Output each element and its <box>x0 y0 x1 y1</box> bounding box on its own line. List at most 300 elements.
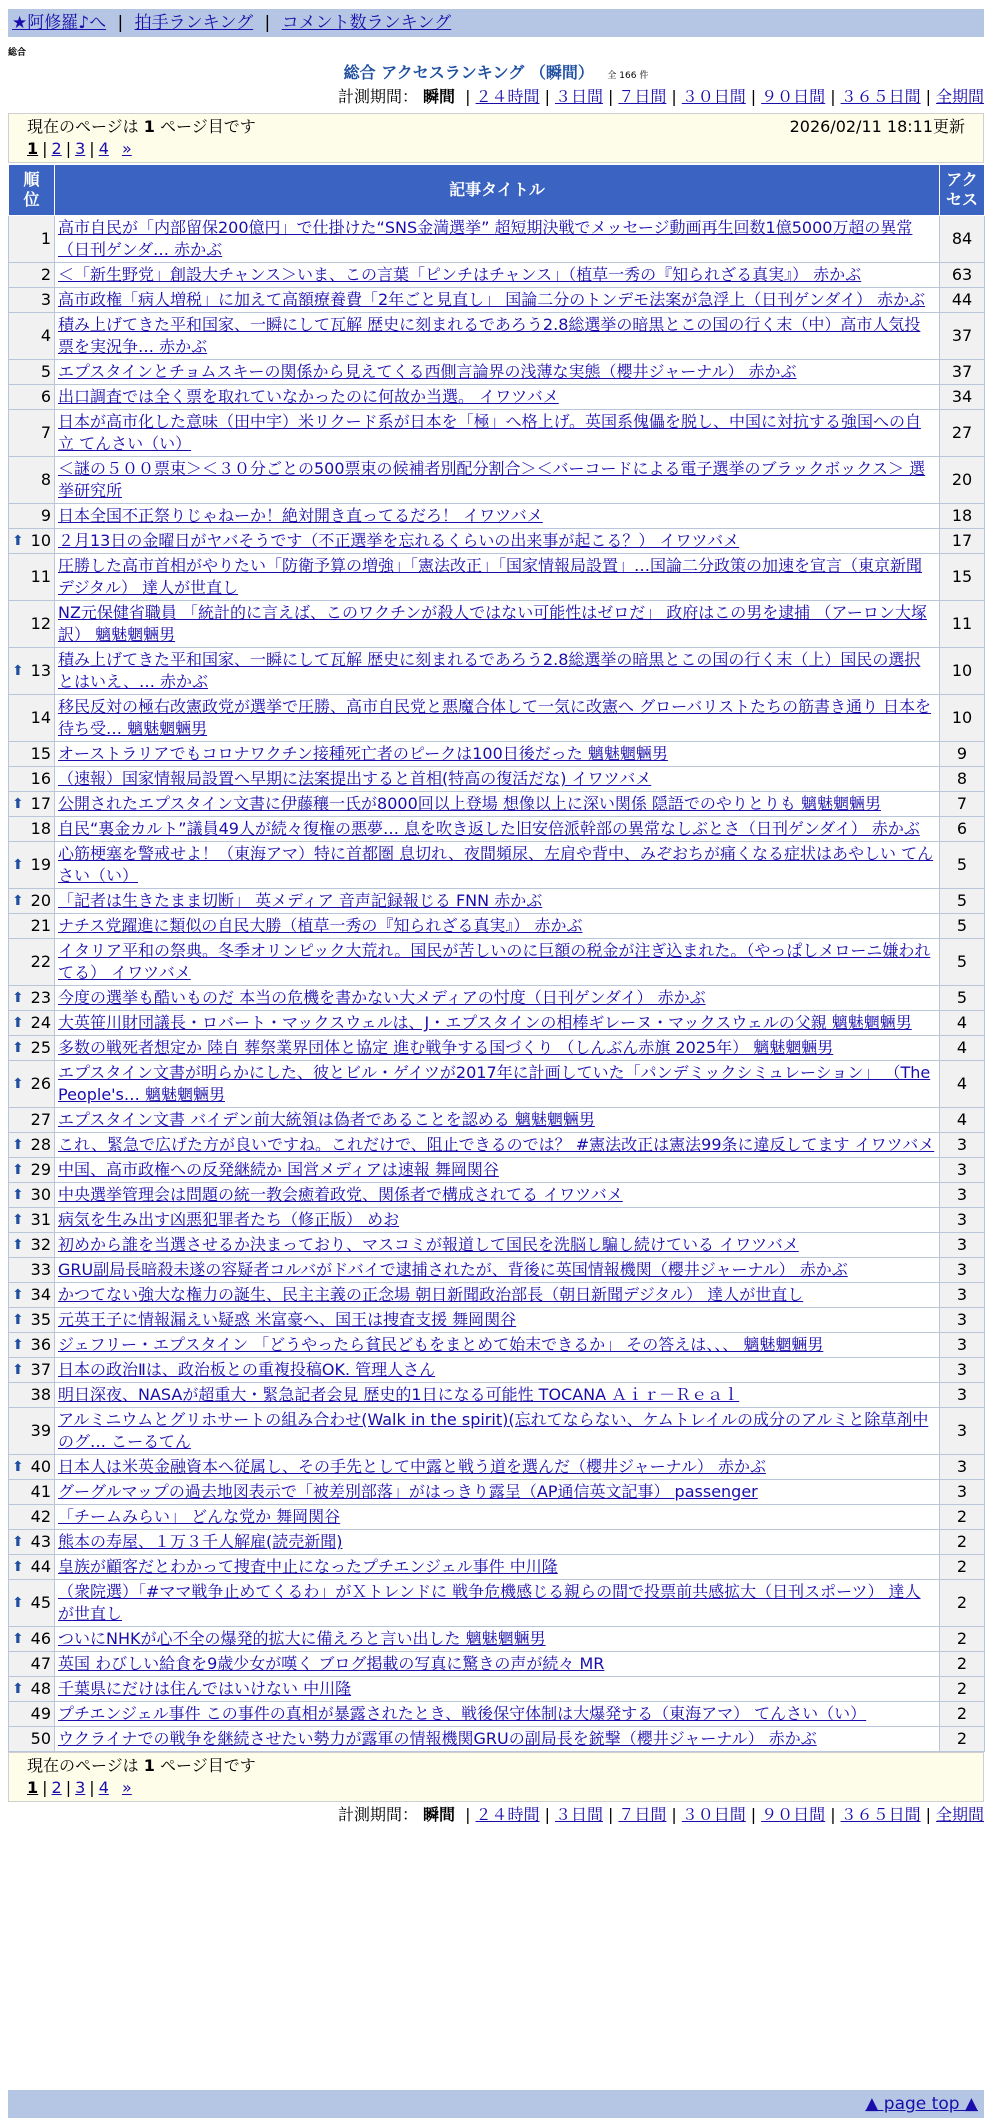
title-cell <box>55 1158 940 1183</box>
period-link-4[interactable]: ９０日間 <box>761 87 826 106</box>
title-cell <box>55 1358 940 1383</box>
period-link-6[interactable]: 全期間 <box>935 87 984 106</box>
article-link[interactable]: イタリア平和の祭典。冬季オリンピック大荒れ。国民が苦しいのに巨額の税金が注ぎ込まれた。（やっぱしメローニ嫌われてる） イワツバメ <box>58 941 931 982</box>
up-arrow-icon: ⬆ <box>12 1362 24 1378</box>
rank-number: 14 <box>30 708 51 727</box>
ranking-table <box>8 164 985 1752</box>
rank-number: 49 <box>30 1704 51 1723</box>
rank-cell <box>9 817 55 842</box>
table-row <box>9 1011 985 1036</box>
title-cell <box>55 1702 940 1727</box>
table-row <box>9 1158 985 1183</box>
period-separator: | <box>830 1805 836 1824</box>
access-count: 3 <box>940 1133 985 1158</box>
rank-number: 12 <box>30 614 51 633</box>
up-arrow-icon: ⬆ <box>12 796 24 812</box>
table-row <box>9 1133 985 1158</box>
period-link-6[interactable]: 全期間 <box>935 1805 984 1824</box>
rank-number: 18 <box>30 819 51 838</box>
title-cell <box>55 1530 940 1555</box>
rank-cell <box>9 1727 55 1752</box>
table-row <box>9 529 985 554</box>
page-separator: | <box>65 1778 72 1797</box>
article-link[interactable]: 明日深夜、NASAが超重大・緊急記者会見 歴史的1日になる可能性 TOCANA Ａｉｒ－Ｒｅａｌ <box>58 1385 740 1404</box>
nav-separator: | <box>264 13 271 33</box>
access-count: 6 <box>940 817 985 842</box>
page-links <box>27 1777 965 1799</box>
next-page-link[interactable]: » <box>121 1778 132 1797</box>
article-link[interactable]: ナチス党躍進に類似の自民大勝（植草一秀の『知られざる真実』） 赤かぶ <box>58 916 583 935</box>
table-row <box>9 1283 985 1308</box>
rank-number: 11 <box>30 567 51 586</box>
table-row <box>9 1480 985 1505</box>
period-link-0[interactable]: ２４時間 <box>475 87 540 106</box>
access-count: 15 <box>940 554 985 601</box>
title-cell <box>55 1283 940 1308</box>
article-link[interactable]: 心筋梗塞を警戒せよ！（東海アマ）特に首都圏 息切れ、夜間頻尿、左肩や背中、みぞおちが痛くなる症状はあやしい てんさい（い） <box>58 844 934 885</box>
rank-cell <box>9 1208 55 1233</box>
rank-cell <box>9 1383 55 1408</box>
rank-cell <box>9 313 55 360</box>
up-arrow-icon: ⬆ <box>12 990 24 1006</box>
rank-cell <box>9 1555 55 1580</box>
article-link[interactable]: ２月13日の金曜日がヤバそうです（不正選挙を忘れるくらいの出来事が起こる？） イワツバメ <box>58 531 740 550</box>
article-link[interactable]: プチエンジェル事件 この事件の真相が暴露されたとき、戦後保守体制は大爆発する（東海アマ） てんさい（い） <box>58 1704 867 1723</box>
article-link[interactable]: 今度の選挙も酷いものだ 本当の危機を書かない大メディアの忖度（日刊ゲンダイ） 赤かぶ <box>58 988 706 1007</box>
title-cell <box>55 1727 940 1752</box>
period-separator: | <box>544 87 550 106</box>
article-link[interactable]: 高市自民が「内部留保200億円」で仕掛けた“SNS金満選挙” 超短期決戦でメッセージ動画再生回数1億5000万超の異常（日刊ゲンダ… 赤かぶ <box>58 218 913 259</box>
article-link[interactable]: 皇族が顧客だとわかって捜査中止になったプチエンジェル事件 中川隆 <box>58 1557 558 1576</box>
rank-number: 26 <box>30 1074 51 1093</box>
title-cell <box>55 1627 940 1652</box>
title-cell <box>55 1383 940 1408</box>
up-arrow-icon: ⬆ <box>12 533 24 549</box>
period-separator: | <box>465 87 471 106</box>
rank-number: 40 <box>30 1457 51 1476</box>
title-cell <box>55 1133 940 1158</box>
table-row <box>9 313 985 360</box>
access-count: 5 <box>940 986 985 1011</box>
rank-cell <box>9 216 55 263</box>
article-link[interactable]: NZ元保健省職員 「統計的に言えば、このワクチンが殺人ではない可能性はゼロだ」 政府はこの男を逮捕 （アーロン大塚訳） 魑魅魍魎男 <box>58 603 927 644</box>
up-arrow-icon: ⬆ <box>12 1040 24 1056</box>
article-link[interactable]: 日本人は米英金融資本へ従属し、その手先として中露と戦う道を選んだ（櫻井ジャーナル） 赤かぶ <box>58 1457 766 1476</box>
table-row <box>9 1183 985 1208</box>
rank-cell <box>9 1233 55 1258</box>
title-cell <box>55 1036 940 1061</box>
rank-cell <box>9 360 55 385</box>
rank-number: 20 <box>30 891 51 910</box>
rank-cell <box>9 529 55 554</box>
page-separator: | <box>42 139 48 158</box>
access-count: 4 <box>940 1036 985 1061</box>
title-cell <box>55 313 940 360</box>
page-status-suffix: ページ目です <box>160 1756 256 1775</box>
rank-cell <box>9 1183 55 1208</box>
access-count: 34 <box>940 385 985 410</box>
table-row <box>9 1383 985 1408</box>
table-row <box>9 792 985 817</box>
access-count: 8 <box>940 767 985 792</box>
table-row <box>9 986 985 1011</box>
title-cell <box>55 792 940 817</box>
period-separator: | <box>750 87 757 106</box>
period-separator: | <box>830 87 836 106</box>
article-link[interactable]: 中央選挙管理会は問題の統一教会癒着政党、関係者で構成されてる イワツバメ <box>58 1185 623 1204</box>
period-link-4[interactable]: ９０日間 <box>761 1805 826 1824</box>
article-link[interactable]: 病気を生み出す凶悪犯罪者たち（修正版） めお <box>58 1210 400 1229</box>
access-count: 3 <box>940 1158 985 1183</box>
title-cell <box>55 1183 940 1208</box>
table-row <box>9 1333 985 1358</box>
up-arrow-icon: ⬆ <box>12 1162 24 1178</box>
page-status <box>27 117 256 136</box>
rank-number: 24 <box>30 1013 51 1032</box>
rank-cell <box>9 1133 55 1158</box>
table-row <box>9 457 985 504</box>
article-link[interactable]: 公開されたエプスタイン文書に伊藤穰一氏が8000回以上登場 想像以上に深い関係 隠語でのやりとりも 魑魅魍魎男 <box>58 794 882 813</box>
period-link-2[interactable]: ７日間 <box>618 1805 667 1824</box>
access-count: 2 <box>940 1727 985 1752</box>
rank-number: 37 <box>30 1360 51 1379</box>
page-link-3[interactable]: 3 <box>75 139 86 158</box>
rank-cell <box>9 601 55 648</box>
table-row <box>9 914 985 939</box>
table-row <box>9 1652 985 1677</box>
table-row <box>9 1677 985 1702</box>
rank-number: 41 <box>30 1482 51 1501</box>
rank-number: 38 <box>30 1385 51 1404</box>
rank-cell <box>9 939 55 986</box>
period-link-3[interactable]: ３０日間 <box>681 1805 746 1824</box>
title-cell <box>55 817 940 842</box>
article-link[interactable]: ジェフリー・エプスタイン 「どうやったら貧民どもをまとめて始末できるか」 その答えは、、、 魑魅魍魎男 <box>58 1335 824 1354</box>
table-row <box>9 817 985 842</box>
title-cell <box>55 1258 940 1283</box>
rank-cell <box>9 648 55 695</box>
rank-number: 22 <box>30 952 51 971</box>
article-link[interactable]: これ、緊急で広げた方が良いですね。これだけで、阻止できるのでは？ #憲法改正は憲法99条に違反してます イワツバメ <box>58 1135 935 1154</box>
page-link-2[interactable]: 2 <box>51 139 62 158</box>
access-count: 2 <box>940 1677 985 1702</box>
article-link[interactable]: 出口調査では全く票を取れていなかったのに何故か当選。 イワツバメ <box>58 387 559 406</box>
period-link-0[interactable]: ２４時間 <box>475 1805 540 1824</box>
access-count: 10 <box>940 648 985 695</box>
rank-number: 13 <box>30 661 51 680</box>
article-link[interactable]: かつてない強大な権力の誕生、民主主義の正念場 朝日新聞政治部長（朝日新聞デジタル） 達人が世直し <box>58 1285 804 1304</box>
access-count: 3 <box>940 1480 985 1505</box>
pager-top <box>8 113 984 163</box>
period-current: 瞬間 <box>423 1805 456 1824</box>
article-link[interactable]: 「チームみらい」 どんな党か 舞岡関谷 <box>58 1507 341 1526</box>
ranking-heading <box>8 60 984 83</box>
article-link[interactable]: エプスタインとチョムスキーの関係から見えてくる西側言論界の浅薄な実態（櫻井ジャーナル） 赤かぶ <box>58 362 797 381</box>
rank-number: 6 <box>40 387 51 406</box>
article-link[interactable]: 元英王子に情報漏えい疑惑 米富豪へ、国王は捜査支援 舞岡関谷 <box>58 1310 517 1329</box>
pager-bottom <box>8 1752 984 1802</box>
rank-cell <box>9 263 55 288</box>
article-link[interactable]: 大英笹川財団議長・ロバート・マックスウェルは、J・エプスタインの相棒ギレーヌ・マックスウェルの父親 魑魅魍魎男 <box>58 1013 912 1032</box>
article-link[interactable]: GRU副局長暗殺未遂の容疑者コルバがドバイで逮捕されたが、背後に英国情報機関（櫻井ジャーナル） 赤かぶ <box>58 1260 848 1279</box>
next-page-link[interactable]: » <box>121 139 132 158</box>
article-link[interactable]: グーグルマップの過去地図表示で「被差別部落」がはっきり露呈（AP通信英文記事） passenger <box>58 1482 758 1501</box>
rank-cell <box>9 1455 55 1480</box>
access-count: 63 <box>940 263 985 288</box>
rank-number: 23 <box>30 988 51 1007</box>
rank-number: 19 <box>30 855 51 874</box>
page-top-link[interactable]: ▲ page top ▲ <box>865 2094 978 2114</box>
article-link[interactable]: 日本が高市化した意味（田中宇）米リクード系が日本を「極」へ格上げ。英国系傀儡を脱し、中国に対抗する強国への自立 てんさい（い） <box>58 412 922 453</box>
up-arrow-icon: ⬆ <box>12 1681 24 1697</box>
rank-cell <box>9 742 55 767</box>
table-row <box>9 1580 985 1627</box>
article-link[interactable]: アルミニウムとグリホサートの組み合わせ(Walk in the spirit)(忘れてならない、ケムトレイルの成分のアルミと除草剤中のグ… こーるてん <box>58 1410 929 1451</box>
period-links <box>460 87 984 106</box>
period-separator: | <box>671 87 677 106</box>
title-cell <box>55 1208 940 1233</box>
article-link[interactable]: エプスタイン文書 バイデン前大統領は偽者であることを認める 魑魅魍魎男 <box>58 1110 595 1129</box>
access-count: 2 <box>940 1555 985 1580</box>
table-row <box>9 1455 985 1480</box>
table-row <box>9 1627 985 1652</box>
period-separator: | <box>750 1805 757 1824</box>
table-row <box>9 648 985 695</box>
access-count: 27 <box>940 410 985 457</box>
article-link[interactable]: 熊本の寿屋、１万３千人解雇(読売新聞) <box>58 1532 343 1551</box>
page-link-2[interactable]: 2 <box>51 1778 62 1797</box>
rank-cell <box>9 842 55 889</box>
rank-cell <box>9 1283 55 1308</box>
period-separator: | <box>925 87 931 106</box>
access-count: 3 <box>940 1258 985 1283</box>
table-row <box>9 288 985 313</box>
column-header-rank: 順位 <box>9 165 55 216</box>
rank-cell <box>9 1061 55 1108</box>
nav-separator: | <box>117 13 124 33</box>
article-link[interactable]: オーストラリアでもコロナワクチン接種死亡者のピークは100日後だった 魑魅魍魎男 <box>58 744 668 763</box>
title-cell <box>55 457 940 504</box>
title-cell <box>55 1555 940 1580</box>
title-cell <box>55 767 940 792</box>
page-link-4[interactable]: 4 <box>98 1778 109 1797</box>
period-separator: | <box>465 1805 471 1824</box>
top-nav-bar <box>8 9 984 37</box>
table-row <box>9 504 985 529</box>
access-count: 3 <box>940 1233 985 1258</box>
rank-number: 8 <box>40 470 51 489</box>
table-row <box>9 410 985 457</box>
rank-number: 21 <box>30 916 51 935</box>
rank-cell <box>9 1108 55 1133</box>
article-link[interactable]: ＜「新生野党」創設大チャンス＞いま、この言葉「ピンチはチャンス」（植草一秀の『知られざる真実』） 赤かぶ <box>58 265 862 284</box>
rank-number: 10 <box>30 531 51 550</box>
rank-cell <box>9 1580 55 1627</box>
rank-number: 5 <box>40 362 51 381</box>
rank-number: 4 <box>40 326 51 345</box>
period-separator: | <box>607 1805 614 1824</box>
access-count: 18 <box>940 504 985 529</box>
period-current: 瞬間 <box>423 87 456 106</box>
table-row <box>9 1258 985 1283</box>
access-count: 37 <box>940 360 985 385</box>
access-count: 3 <box>940 1455 985 1480</box>
period-selector-top <box>8 86 984 108</box>
rank-number: 7 <box>40 423 51 442</box>
page-separator: | <box>65 139 72 158</box>
period-link-1[interactable]: ３日間 <box>554 87 603 106</box>
page-status-current: 1 <box>143 1756 155 1775</box>
access-count: 5 <box>940 939 985 986</box>
rank-number: 50 <box>30 1729 51 1748</box>
rank-cell <box>9 1258 55 1283</box>
period-link-3[interactable]: ３０日間 <box>681 87 746 106</box>
table-row <box>9 554 985 601</box>
page-status-prefix: 現在のページは <box>27 117 139 136</box>
page-title: 総合 アクセスランキング （瞬間） <box>343 63 594 82</box>
rank-cell <box>9 767 55 792</box>
access-count: 4 <box>940 1108 985 1133</box>
rank-cell <box>9 1677 55 1702</box>
title-cell <box>55 914 940 939</box>
rank-cell <box>9 385 55 410</box>
table-row <box>9 1555 985 1580</box>
title-cell <box>55 1480 940 1505</box>
rank-cell <box>9 1036 55 1061</box>
article-link[interactable]: 圧勝した高市首相がやりたい「防衛予算の増強」「憲法改正」「国家情報局設置」…国論二分政策の加速を宣言（東京新聞デジタル） 達人が世直し <box>58 556 923 597</box>
period-link-5[interactable]: ３６５日間 <box>840 1805 921 1824</box>
rank-cell <box>9 1011 55 1036</box>
rank-cell <box>9 1308 55 1333</box>
title-cell <box>55 695 940 742</box>
article-link[interactable]: 自民“裏金カルト”議員49人が続々復権の悪夢… 息を吹き返した旧安倍派幹部の異常なしぶとさ（日刊ゲンダイ） 赤かぶ <box>58 819 920 838</box>
page-link-3[interactable]: 3 <box>75 1778 86 1797</box>
table-row <box>9 1233 985 1258</box>
title-cell <box>55 742 940 767</box>
up-arrow-icon: ⬆ <box>12 1137 24 1153</box>
rank-number: 48 <box>30 1679 51 1698</box>
up-arrow-icon: ⬆ <box>12 1187 24 1203</box>
up-arrow-icon: ⬆ <box>12 1534 24 1550</box>
access-count: 3 <box>940 1358 985 1383</box>
up-arrow-icon: ⬆ <box>12 1076 24 1092</box>
table-row <box>9 1308 985 1333</box>
period-link-5[interactable]: ３６５日間 <box>840 87 921 106</box>
period-link-1[interactable]: ３日間 <box>554 1805 603 1824</box>
article-link[interactable]: 積み上げてきた平和国家、一瞬にして瓦解 歴史に刻まれるであろう2.8総選挙の暗黒とこの国の行く末（中）高市人気投票を実況争… 赤かぶ <box>58 315 921 356</box>
rank-cell <box>9 1702 55 1727</box>
table-row <box>9 1061 985 1108</box>
page-link-current: 1 <box>27 1778 39 1797</box>
title-cell <box>55 1652 940 1677</box>
article-link[interactable]: エプスタイン文書が明らかにした、彼とビル・ゲイツが2017年に計画していた「パンデミックシミュレーション」 （The People's… 魑魅魍魎男 <box>58 1063 931 1104</box>
rank-cell <box>9 410 55 457</box>
comment-ranking-link[interactable]: コメント数ランキング <box>281 13 452 33</box>
up-arrow-icon: ⬆ <box>12 1237 24 1253</box>
page-separator <box>113 139 118 158</box>
article-link[interactable]: 日本全国不正祭りじゃねーか！絶対開き直ってるだろ！ イワツバメ <box>58 506 543 525</box>
access-count: 3 <box>940 1283 985 1308</box>
article-link[interactable]: （衆院選）「#ママ戦争止めてくるわ」がＸトレンドに 戦争危機感じる親らの間で投票前共感拡大（日刊スポーツ） 達人が世直し <box>58 1582 921 1623</box>
title-cell <box>55 1308 940 1333</box>
rank-cell <box>9 504 55 529</box>
rank-number: 47 <box>30 1654 51 1673</box>
title-cell <box>55 1580 940 1627</box>
rank-number: 31 <box>30 1210 51 1229</box>
table-row <box>9 1208 985 1233</box>
title-cell <box>55 986 940 1011</box>
article-link[interactable]: 英国 わびしい給食を9歳少女が嘆く ブログ掲載の写真に驚きの声が続々 MR <box>58 1654 605 1673</box>
page-link-4[interactable]: 4 <box>98 139 109 158</box>
article-link[interactable]: 移民反対の極右改憲政党が選挙で圧勝、高市自民党と悪魔合体して一気に改憲へ グローバリストたちの筋書き通り 日本を待ち受… 魑魅魍魎男 <box>58 697 932 738</box>
rank-cell <box>9 792 55 817</box>
article-link[interactable]: 高市政権「病人増税」に加えて高額療養費「2年ごと見直し」 国論二分のトンデモ法案が急浮上（日刊ゲンダイ） 赤かぶ <box>58 290 926 309</box>
title-cell <box>55 1505 940 1530</box>
title-cell <box>55 842 940 889</box>
article-link[interactable]: 「記者は生きたまま切断」 英メディア 音声記録報じる FNN 赤かぶ <box>58 891 543 910</box>
period-separator: | <box>544 1805 550 1824</box>
rank-number: 32 <box>30 1235 51 1254</box>
rank-cell <box>9 1505 55 1530</box>
access-count: 3 <box>940 1333 985 1358</box>
applause-ranking-link[interactable]: 拍手ランキング <box>134 13 254 33</box>
article-link[interactable]: 中国、高市政権への反発継続か 国営メディアは速報 舞岡関谷 <box>58 1160 499 1179</box>
home-link[interactable]: ★阿修羅♪へ <box>12 13 107 33</box>
table-row <box>9 1727 985 1752</box>
rank-cell <box>9 914 55 939</box>
rank-number: 34 <box>30 1285 51 1304</box>
table-header-row <box>9 165 985 216</box>
article-link[interactable]: 積み上げてきた平和国家、一瞬にして瓦解 歴史に刻まれるであろう2.8総選挙の暗黒とこの国の行く末（上）国民の選択とはいえ、… 赤かぶ <box>58 650 921 691</box>
access-count: 20 <box>940 457 985 504</box>
rank-number: 42 <box>30 1507 51 1526</box>
rank-cell <box>9 1530 55 1555</box>
article-link[interactable]: 初めから誰を当選させるか決まっており、マスコミが報道して国民を洗脳し騙し続けている イワツバメ <box>58 1235 799 1254</box>
rank-number: 45 <box>30 1593 51 1612</box>
table-row <box>9 939 985 986</box>
article-link[interactable]: （速報）国家情報局設置へ早期に法案提出すると首相(特高の復活だな) イワツバメ <box>58 769 652 788</box>
article-link[interactable]: ついにNHKが心不全の爆発的拡大に備えろと言い出した 魑魅魍魎男 <box>58 1629 546 1648</box>
title-cell <box>55 1333 940 1358</box>
table-row <box>9 385 985 410</box>
access-count: 2 <box>940 1627 985 1652</box>
title-cell <box>55 360 940 385</box>
title-cell <box>55 288 940 313</box>
access-count: 2 <box>940 1652 985 1677</box>
period-link-2[interactable]: ７日間 <box>618 87 667 106</box>
rank-number: 3 <box>40 290 51 309</box>
rank-cell <box>9 1627 55 1652</box>
article-link[interactable]: ウクライナでの戦争を継続させたい勢力が露軍の情報機関GRUの副局長を銃撃（櫻井ジャーナル） 赤かぶ <box>58 1729 817 1748</box>
table-row <box>9 767 985 792</box>
page-links <box>27 138 965 160</box>
access-count: 2 <box>940 1530 985 1555</box>
table-row <box>9 216 985 263</box>
rank-number: 35 <box>30 1310 51 1329</box>
rank-number: 2 <box>40 265 51 284</box>
rank-number: 17 <box>30 794 51 813</box>
page-separator: | <box>89 1778 95 1797</box>
title-cell <box>55 601 940 648</box>
article-link[interactable]: 千葉県にだけは住んではいけない 中川隆 <box>58 1679 352 1698</box>
rank-number: 39 <box>30 1421 51 1440</box>
page-separator: | <box>42 1778 48 1797</box>
article-link[interactable]: 日本の政治Ⅱは、政治板との重複投稿OK. 管理人さん <box>58 1360 436 1379</box>
up-arrow-icon: ⬆ <box>12 893 24 909</box>
article-link[interactable]: ＜謎の５００票束＞＜３０分ごとの500票束の候補者別配分割合＞＜バーコードによる電子選挙のブラックボックス＞ 選挙研究所 <box>58 459 926 500</box>
page-separator <box>113 1778 118 1797</box>
article-link[interactable]: 多数の戦死者想定か 陸自 葬祭業界団体と協定 進む戦争する国づくり （しんぶん赤旗 2025年） 魑魅魍魎男 <box>58 1038 834 1057</box>
